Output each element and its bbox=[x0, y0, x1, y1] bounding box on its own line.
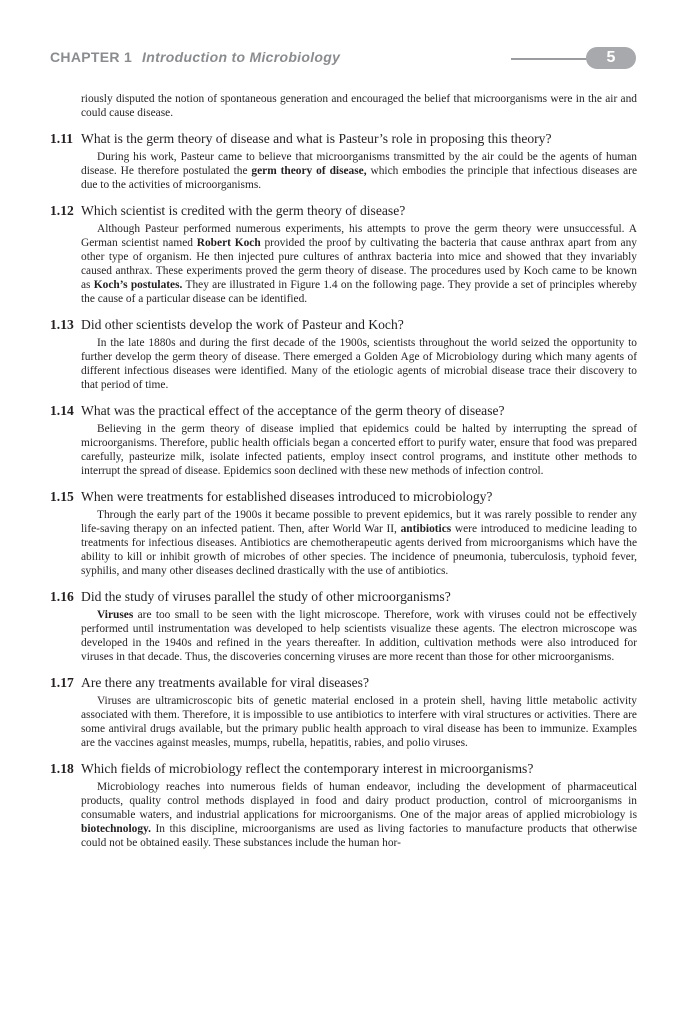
chapter-title: Introduction to Microbiology bbox=[142, 49, 341, 65]
question bbox=[50, 317, 637, 333]
question bbox=[50, 761, 637, 777]
question-number: 1.17 bbox=[50, 675, 74, 690]
question bbox=[50, 675, 637, 691]
answer-text: which embodies the principle that infectious diseases are due to the activities of microorganisms. bbox=[81, 165, 637, 191]
question bbox=[50, 403, 637, 419]
page-body bbox=[50, 92, 637, 850]
answer-text: They are illustrated in Figure 1.4 on the following page. They provide a set of principles whereby the cause of a particular disease can be identified. bbox=[81, 279, 637, 305]
answer-paragraph bbox=[50, 608, 637, 664]
key-term: Koch’s postulates. bbox=[93, 279, 183, 291]
answer-text: Through the early part of the 1900s it became possible to prevent epidemics, but it was rarely possible to render any life-saving therapy on an infected patient. Then, after World War II, bbox=[81, 509, 637, 535]
qa-section bbox=[50, 761, 637, 850]
key-term: antibiotics bbox=[400, 523, 452, 535]
qa-section bbox=[50, 317, 637, 392]
question-number: 1.15 bbox=[50, 489, 74, 504]
answer-paragraph bbox=[50, 336, 637, 392]
answer-text: provided the proof by cultivating the bacteria that cause anthrax apart from any other type of organism. He then injected pure cultures of anthrax bacteria into mice and showed that they invariably caused anthrax. These experiments proved the germ theory of disease. The procedures used by Koch came to be known as bbox=[81, 237, 637, 291]
key-term: Robert Koch bbox=[196, 237, 261, 249]
question bbox=[50, 203, 637, 219]
question-text: Which fields of microbiology reflect the contemporary interest in microorganisms? bbox=[81, 761, 534, 776]
question-number: 1.13 bbox=[50, 317, 74, 332]
question-text: Which scientist is credited with the germ theory of disease? bbox=[81, 203, 406, 218]
answer-paragraph bbox=[50, 150, 637, 192]
question-number: 1.14 bbox=[50, 403, 74, 418]
qa-section bbox=[50, 675, 637, 750]
running-head bbox=[50, 49, 340, 65]
answer-text: In the late 1880s and during the first decade of the 1900s, scientists throughout the world seized the opportunity to further develop the germ theory of disease. There emerged a Golden Age of Microbiology during which many agents of different infectious diseases were identified. Many of the etiologic agents of microbial disease trace their discovery to that period of time. bbox=[81, 337, 637, 391]
question-number: 1.18 bbox=[50, 761, 74, 776]
key-term: biotechnology. bbox=[81, 823, 151, 835]
qa-section bbox=[50, 131, 637, 192]
page-header bbox=[50, 47, 636, 71]
answer-text: are too small to be seen with the light microscope. Therefore, work with viruses could not be effectively performed until instrumentation was developed to help scientists visualize these agents. The electron microscope was developed in the 1940s and refined in the years thereafter. In addition, cultivation methods were also introduced for viruses in that decade. Thus, the discoveries concerning viruses are more recent than those for other microorganisms. bbox=[81, 609, 637, 663]
chapter-label: CHAPTER 1 bbox=[50, 49, 133, 65]
qa-section bbox=[50, 589, 637, 664]
answer-text: Viruses are ultramicroscopic bits of genetic material enclosed in a protein shell, having little metabolic activity associated with them. Therefore, it is impossible to use antibiotics to interfere with viral structures or activities. There are some antiviral drugs available, but the primary public health approach to viral disease has been to immunize. Examples are the vaccines against measles, mumps, rubella, hepatitis, rabies, and polio viruses. bbox=[81, 695, 637, 749]
answer-text: Microbiology reaches into numerous fields of human endeavor, including the development of pharmaceutical products, quality control methods displayed in food and dairy product production, control of microorganisms in consumable waters, and industrial applications for microorganisms. One of the major areas of applied microbiology is bbox=[81, 781, 637, 821]
qa-section bbox=[50, 203, 637, 306]
question bbox=[50, 489, 637, 505]
question bbox=[50, 131, 637, 147]
qa-section bbox=[50, 403, 637, 478]
answer-paragraph bbox=[50, 694, 637, 750]
question-number: 1.11 bbox=[50, 131, 74, 146]
continuation-paragraph: riously disputed the notion of spontaneous generation and encouraged the belief that microorganisms were in the air and could cause disease. bbox=[81, 93, 637, 119]
answer-text: During his work, Pasteur came to believe that microorganisms transmitted by the air could be the agents of human disease. He therefore postulated the bbox=[81, 151, 637, 177]
answer-text: Believing in the germ theory of disease implied that epidemics could be halted by interrupting the spread of microorganisms. Therefore, public health officials began a concerted effort to purify water, ensure that food was prepared carefully, pasteurize milk, isolate infected patients, employ insect control programs, and institute other methods to interrupt the spread of disease. Epidemics soon declined with these new methods of infection control. bbox=[81, 423, 637, 477]
answer-paragraph bbox=[50, 422, 637, 478]
answer-text: In this discipline, microorganisms are used as living factories to manufacture products that otherwise could not be obtained easily. These substances include the human hor- bbox=[81, 823, 637, 849]
question-text: Did the study of viruses parallel the study of other microorganisms? bbox=[81, 589, 451, 604]
key-term: germ theory of disease, bbox=[251, 165, 367, 177]
question-text: Are there any treatments available for viral diseases? bbox=[81, 675, 369, 690]
question-number: 1.16 bbox=[50, 589, 74, 604]
qa-section bbox=[50, 489, 637, 578]
question-text: What was the practical effect of the acceptance of the germ theory of disease? bbox=[81, 403, 505, 418]
question-text: Did other scientists develop the work of Pasteur and Koch? bbox=[81, 317, 404, 332]
question bbox=[50, 589, 637, 605]
answer-paragraph bbox=[50, 508, 637, 578]
page-number-badge: 5 bbox=[586, 47, 636, 69]
answer-text: were introduced to medicine leading to treatments for infectious diseases. Antibiotics are chemotherapeutic agents derived from microorganisms which have the ability to kill or inhibit growth of microbes of other species. The incidence of pneumonia, tuberculosis, typhoid fever, syphilis, and many other diseases declined drastically with the use of antibiotics. bbox=[81, 523, 637, 577]
answer-paragraph bbox=[50, 222, 637, 306]
question-number: 1.12 bbox=[50, 203, 74, 218]
qa-sections bbox=[50, 131, 637, 850]
question-text: What is the germ theory of disease and what is Pasteur’s role in proposing this theory? bbox=[81, 131, 552, 146]
question-text: When were treatments for established diseases introduced to microbiology? bbox=[81, 489, 493, 504]
key-term: Viruses bbox=[97, 609, 134, 621]
answer-paragraph bbox=[50, 780, 637, 850]
answer-text: Although Pasteur performed numerous experiments, his attempts to prove the germ theory were unsuccessful. A German scientist named bbox=[81, 223, 637, 249]
